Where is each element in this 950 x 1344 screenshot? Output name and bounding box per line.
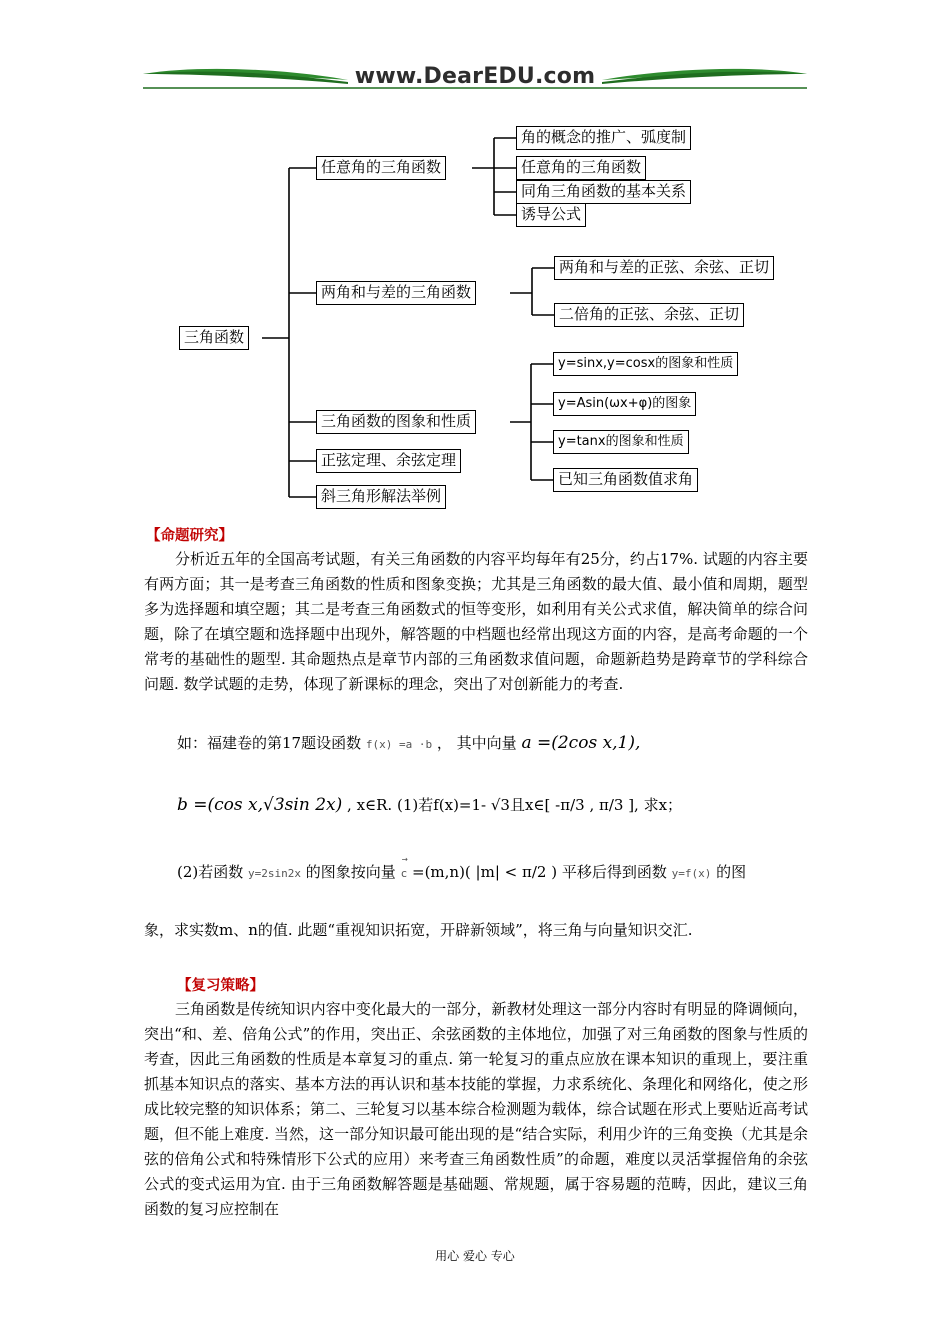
tree-leaf-node: 角的概念的推广、弧度制	[516, 126, 691, 150]
example-part2-mid: 的图象按向量	[305, 863, 396, 881]
page-footer: 用心 爱心 专心	[435, 1249, 515, 1263]
tree-leaf-node: 已知三角函数值求角	[553, 468, 698, 492]
tree-leaf-node: 任意角的三角函数	[516, 156, 646, 180]
example-part2-lead: (2)若函数	[177, 863, 244, 881]
section-title-strategy: 【复习策略】	[177, 977, 264, 994]
example-mid: ， 其中向量	[436, 734, 517, 752]
section-research-paragraph: 分析近五年的全国高考试题，有关三角函数的内容平均每年有25分，约占17%. 试题的内容主要有两方面；其一是考查三角函数的性质和图象变换；尤其是三角函数的最大值、最小值和周期，题型多为选择题和填空题；其二是考查三角函数式的恒等变形，如利用有关公式求值，解决简单的综合问题，除了在填空题和选择题中出现外，解答题的中档题也经常出现这方面的内容，是高考命题的一个常考的基础性的题型. 其命题热点是章节内部的三角函数求值问题，命题新趋势是跨章节的学科综合问题. 数学试题的走势，体现了新课标的理念，突出了对创新能力的考查.	[144, 550, 808, 693]
tree-root-node: 三角函数	[179, 326, 249, 350]
tree-group-node: 正弦定理、余弦定理	[316, 449, 461, 473]
formula-vector-b: b =(cos x,√3sin 2x)	[177, 795, 343, 815]
tree-leaf-node: y=sinx,y=cosx的图象和性质	[553, 352, 738, 376]
example-part2-tail: 平移后得到函数	[561, 863, 667, 881]
tree-leaf-node: y=tanx的图象和性质	[553, 430, 689, 454]
knowledge-tree-diagram	[0, 0, 950, 530]
tree-group-node: 两角和与差的三角函数	[316, 281, 476, 305]
example-line-1	[177, 732, 640, 753]
formula-condition: , x∈R. (1)若f(x)=1- √3且x∈[ -π/3 , π/3 ], 求x；	[347, 796, 683, 814]
example-part2-end: 的图	[716, 863, 747, 881]
tree-leaf-node: y=Asin(ωx+φ)的图象	[553, 392, 696, 416]
tree-leaf-node: 同角三角函数的基本关系	[516, 180, 691, 204]
example-line-3	[177, 854, 747, 882]
formula-y-2sin2x: y=2sin2x	[248, 867, 302, 880]
tree-leaf-node: 两角和与差的正弦、余弦、正切	[554, 256, 774, 280]
section-title-research: 【命题研究】	[146, 527, 233, 544]
site-logo-text[interactable]: www.DearEDU.com	[354, 64, 596, 89]
formula-vector-a: a =(2cos x,1),	[521, 733, 641, 753]
tree-group-node: 三角函数的图象和性质	[316, 410, 476, 434]
section-strategy-paragraph: 三角函数是传统知识内容中变化最大的一部分，新教材处理这一部分内容时有明显的降调倾向，突出“和、差、倍角公式”的作用，突出正、余弦函数的主体地位，加强了对三角函数的图象与性质的考查，因此三角函数的性质是本章复习的重点. 第一轮复习的重点应放在课本知识的重现上，要注重抓基本知识点的落实、基本方法的再认识和基本技能的掌握，力求系统化、条理化和网络化，使之形成比较完整的知识体系；第二、三轮复习以基本综合检测题为载体，综合试题在形式上要贴近高考试题，但不能上难度. 当然，这一部分知识最可能出现的是“结合实际，利用少许的三角变换（尤其是余弦的倍角公式和特殊情形下公式的应用）来考查三角函数性质”的命题，难度以灵活掌握倍角的余弦公式的变式运用为宜. 由于三角函数解答题是基础题、常规题，属于容易题的范畴，因此，建议三角函数的复习应控制在	[144, 1000, 808, 1218]
formula-vector-c: → c	[400, 854, 408, 880]
tree-connector-lines	[0, 0, 950, 530]
tree-leaf-node: 诱导公式	[516, 203, 586, 227]
formula-mn-pair: =(m,n)( |m| < π/2 )	[412, 863, 558, 881]
tree-group-node: 任意角的三角函数	[316, 156, 446, 180]
formula-fx: f(x) =a ·b	[365, 738, 433, 751]
tree-group-node: 斜三角形解法举例	[316, 485, 446, 509]
example-lead: 如：福建卷的第17题设函数	[177, 734, 362, 752]
formula-y-fx: y=f(x)	[671, 867, 712, 880]
tree-leaf-node: 二倍角的正弦、余弦、正切	[554, 303, 744, 327]
example-line-2	[177, 794, 682, 815]
example-line-4: 象，求实数m、n的值. 此题“重视知识拓宽，开辟新领域”，将三角与向量知识交汇.	[144, 921, 693, 939]
